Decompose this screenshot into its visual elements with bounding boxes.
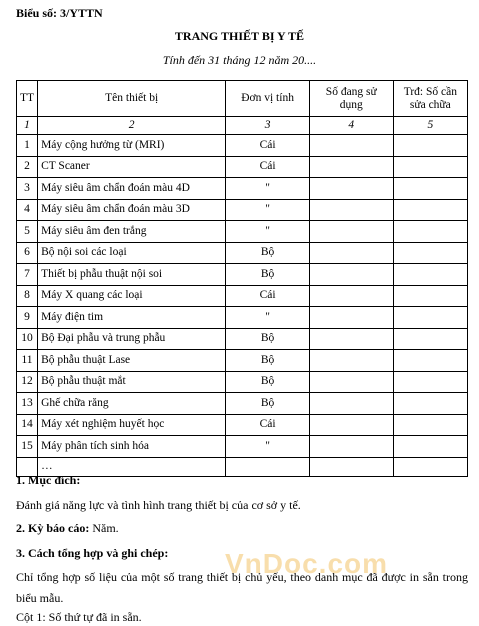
row-number: 2 [17, 156, 38, 178]
row-number: 12 [17, 371, 38, 393]
need-repair-cell [393, 350, 467, 372]
need-repair-cell [393, 414, 467, 436]
need-repair-cell [393, 221, 467, 243]
unit-cell: " [226, 221, 310, 243]
table-row [17, 221, 468, 243]
table-row [17, 393, 468, 415]
equipment-name: CT Scaner [38, 156, 226, 178]
period-value: Năm. [89, 521, 119, 535]
index-cell: 2 [38, 117, 226, 135]
ellipsis-cell: … [38, 457, 226, 476]
header-tt: TT [17, 81, 38, 117]
equipment-table [16, 80, 468, 477]
need-repair-cell [393, 393, 467, 415]
need-repair-cell [393, 199, 467, 221]
empty-cell [309, 457, 393, 476]
header-name: Tên thiết bị [38, 81, 226, 117]
unit-cell: " [226, 436, 310, 458]
in-use-cell [309, 328, 393, 350]
need-repair-cell [393, 242, 467, 264]
header-in-use: Số đang sử dụng [309, 81, 393, 117]
in-use-cell [309, 178, 393, 200]
equipment-name: Máy cộng hưởng từ (MRI) [38, 135, 226, 157]
need-repair-cell [393, 371, 467, 393]
need-repair-cell [393, 178, 467, 200]
row-number: 13 [17, 393, 38, 415]
unit-cell: Cái [226, 156, 310, 178]
row-number: 8 [17, 285, 38, 307]
table-row [17, 199, 468, 221]
need-repair-cell [393, 328, 467, 350]
in-use-cell [309, 221, 393, 243]
row-number: 15 [17, 436, 38, 458]
table-row [17, 436, 468, 458]
unit-cell: Cái [226, 285, 310, 307]
equipment-name: Máy siêu âm chẩn đoán màu 3D [38, 199, 226, 221]
row-number: 5 [17, 221, 38, 243]
form-code: Biểu số: 3/YTTN [16, 6, 103, 20]
equipment-name: Máy X quang các loại [38, 285, 226, 307]
need-repair-cell [393, 307, 467, 329]
empty-cell [393, 457, 467, 476]
equipment-name: Bộ Đại phẫu và trung phẫu [38, 328, 226, 350]
table-header-row [17, 81, 468, 117]
column-index-row [17, 117, 468, 135]
document-subtitle: Tính đến 31 tháng 12 năm 20.... [162, 53, 317, 67]
document-title: TRANG THIẾT BỊ Y TẾ [174, 29, 305, 43]
need-repair-cell [393, 156, 467, 178]
row-number: 7 [17, 264, 38, 286]
table-row [17, 178, 468, 200]
unit-cell: Bộ [226, 328, 310, 350]
unit-cell: Cái [226, 135, 310, 157]
row-number: 10 [17, 328, 38, 350]
row-number: 1 [17, 135, 38, 157]
in-use-cell [309, 414, 393, 436]
unit-cell: Bộ [226, 371, 310, 393]
equipment-name: Bộ phẫu thuật mắt [38, 371, 226, 393]
period-label: 2. Kỳ báo cáo: [16, 521, 90, 535]
row-number: 4 [17, 199, 38, 221]
table-row [17, 156, 468, 178]
index-cell: 1 [17, 117, 38, 135]
table-row [17, 328, 468, 350]
equipment-name: Máy siêu âm chẩn đoán màu 4D [38, 178, 226, 200]
unit-cell: " [226, 178, 310, 200]
in-use-cell [309, 264, 393, 286]
equipment-name: Bộ nội soi các loại [38, 242, 226, 264]
unit-cell: " [226, 307, 310, 329]
equipment-name: Ghế chữa răng [38, 393, 226, 415]
equipment-name: Bộ phẫu thuật Lase [38, 350, 226, 372]
table-row [17, 264, 468, 286]
in-use-cell [309, 393, 393, 415]
index-cell: 3 [226, 117, 310, 135]
table-row [17, 135, 468, 157]
table-row [17, 285, 468, 307]
in-use-cell [309, 307, 393, 329]
equipment-name: Máy xét nghiệm huyết học [38, 414, 226, 436]
row-number: 14 [17, 414, 38, 436]
unit-cell: Bộ [226, 350, 310, 372]
header-unit: Đơn vị tính [226, 81, 310, 117]
in-use-cell [309, 199, 393, 221]
unit-cell: " [226, 199, 310, 221]
in-use-cell [309, 156, 393, 178]
report-period [16, 521, 119, 536]
row-number: 3 [17, 178, 38, 200]
watermark-logo: VnDoc.com [225, 548, 389, 579]
need-repair-cell [393, 264, 467, 286]
table-row [17, 414, 468, 436]
in-use-cell [309, 371, 393, 393]
table-row-ellipsis [17, 457, 468, 476]
need-repair-cell [393, 285, 467, 307]
row-number: 11 [17, 350, 38, 372]
equipment-name: Thiết bị phẫu thuật nội soi [38, 264, 226, 286]
purpose-heading: 1. Mục đích: [16, 473, 81, 487]
column-1-note: Cột 1: Số thứ tự đã in sẵn. [16, 610, 142, 624]
empty-cell [226, 457, 310, 476]
row-number: 9 [17, 307, 38, 329]
unit-cell: Bộ [226, 393, 310, 415]
in-use-cell [309, 285, 393, 307]
index-cell: 4 [309, 117, 393, 135]
table-row [17, 350, 468, 372]
method-text: Chỉ tổng hợp số liệu của một số trang thiết bị chủ yếu, theo danh mục đã được in sẵn trong biểu mẫu. [16, 570, 468, 605]
equipment-name: Máy phân tích sinh hóa [38, 436, 226, 458]
need-repair-cell [393, 436, 467, 458]
unit-cell: Cái [226, 414, 310, 436]
row-number: 6 [17, 242, 38, 264]
in-use-cell [309, 242, 393, 264]
in-use-cell [309, 135, 393, 157]
table-row [17, 371, 468, 393]
in-use-cell [309, 436, 393, 458]
need-repair-cell [393, 135, 467, 157]
purpose-text: Đánh giá năng lực và tình hình trang thiết bị của cơ sở y tế. [16, 498, 301, 512]
index-cell: 5 [393, 117, 467, 135]
header-need-repair: Trđ: Số cần sửa chữa [393, 81, 467, 117]
unit-cell: Bộ [226, 242, 310, 264]
equipment-name: Máy siêu âm đen trắng [38, 221, 226, 243]
equipment-name: Máy điện tim [38, 307, 226, 329]
unit-cell: Bộ [226, 264, 310, 286]
table-row [17, 242, 468, 264]
table-row [17, 307, 468, 329]
method-heading: 3. Cách tổng hợp và ghi chép: [16, 546, 169, 560]
in-use-cell [309, 350, 393, 372]
